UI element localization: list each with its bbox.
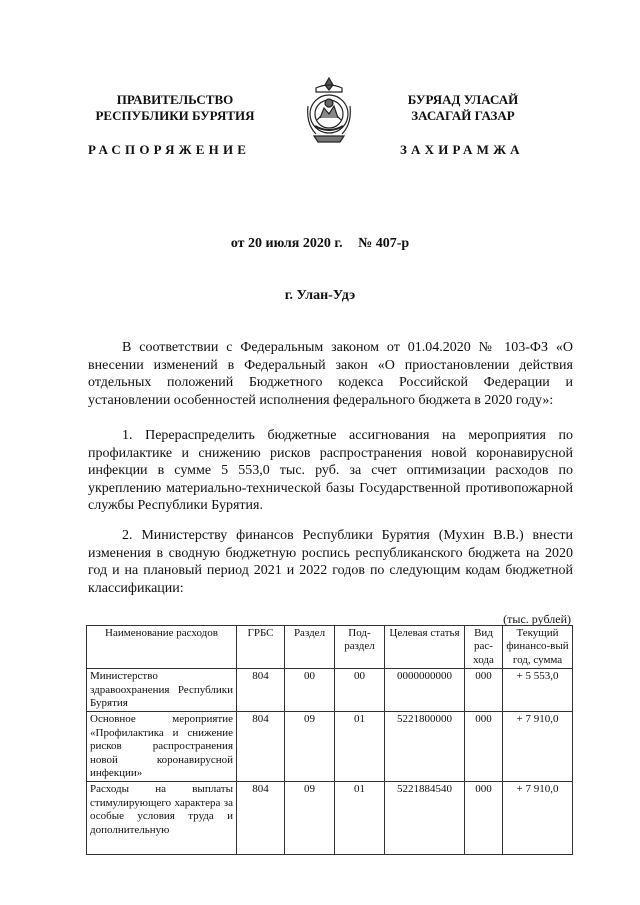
paragraph-item-1: 1. Перераспределить бюджетные ассигнования на мероприятия по профилактике и снижению рисков распространения новой коронавирусной инфекции в сумме 5 553,0 тыс. руб. за счет оптимизации расходов по укреплению материально-технической базы Государственной противопожарной службы Республики Бурятия. xyxy=(88,428,573,514)
cell-name xyxy=(87,782,237,855)
header-left xyxy=(75,92,275,124)
cell-grbs: 804 xyxy=(237,669,285,712)
cell-name: Министерство здравоохранения Республики Бурятия xyxy=(87,669,237,712)
cell-section: 09 xyxy=(285,712,335,782)
table-row xyxy=(87,669,573,712)
col-grbs-header: ГРБС xyxy=(237,626,285,669)
document-date-line xyxy=(0,236,640,252)
cell-name: Основное мероприятие «Профилактика и снижение рисков распространения новой коронавирусной инфекции» xyxy=(87,712,237,782)
cell-name-text: Расходы на выплаты стимулирующего характера за особые условия труда и дополнительную xyxy=(90,783,233,836)
paragraph-item-2: 2. Министерству финансов Республики Бурятия (Мухин В.В.) внести изменения в сводную бюджетную роспись республиканского бюджета на 2020 год и на плановый период 2021 и 2022 годов по следующим кодам бюджетной классификации: xyxy=(88,528,573,596)
republic-title: РЕСПУБЛИКИ БУРЯТИЯ xyxy=(95,108,255,123)
cell-amount: + 7 910,0 xyxy=(503,712,573,782)
paragraph-preamble: В соответствии с Федеральным законом от 01.04.2020 № 103-ФЗ «О внесении изменений в Федеральный закон «О приостановлении действия отдельных положений Бюджетного кодекса Российской Федерации и установлении особенностей исполнения федерального бюджета в 2020 году»: xyxy=(88,340,573,408)
government-title-buryat: БУРЯАД УЛАСАЙ xyxy=(407,92,519,107)
col-name-header: Наименование расходов xyxy=(87,626,237,669)
document-number: № 407-р xyxy=(358,236,410,251)
budget-table xyxy=(86,625,573,855)
government-title: ПРАВИТЕЛЬСТВО xyxy=(116,92,234,107)
cell-subsection: 00 xyxy=(335,669,385,712)
doc-type-buryat: ЗАХИРАМЖА xyxy=(400,142,524,157)
cell-type: 000 xyxy=(465,669,503,712)
cell-type: 000 xyxy=(465,712,503,782)
header-right xyxy=(363,92,563,124)
table-units: (тыс. рублей) xyxy=(503,612,571,626)
cell-section: 09 xyxy=(285,782,335,855)
cell-subsection: 01 xyxy=(335,782,385,855)
document-date: от 20 июля 2020 г. xyxy=(230,236,343,251)
cell-target: 0000000000 xyxy=(385,669,465,712)
cell-target: 5221800000 xyxy=(385,712,465,782)
table-row xyxy=(87,782,573,855)
table-header-row xyxy=(87,626,573,669)
cell-amount: + 5 553,0 xyxy=(503,669,573,712)
cell-grbs: 804 xyxy=(237,712,285,782)
republic-title-buryat: ЗАСАГАЙ ГАЗАР xyxy=(411,108,515,123)
cell-grbs: 804 xyxy=(237,782,285,855)
buryatia-coat-of-arms-icon xyxy=(302,76,356,146)
col-target-header: Целевая статья xyxy=(385,626,465,669)
cell-amount: + 7 910,0 xyxy=(503,782,573,855)
doc-type-russian: РАСПОРЯЖЕНИЕ xyxy=(88,142,251,157)
cell-target: 5221884540 xyxy=(385,782,465,855)
col-type-header: Вид рас-хода xyxy=(465,626,503,669)
cell-type: 000 xyxy=(465,782,503,855)
col-current-header: Текущий финансо-вый год, сумма xyxy=(503,626,573,669)
cell-subsection: 01 xyxy=(335,712,385,782)
table-row xyxy=(87,712,573,782)
col-section-header: Раздел xyxy=(285,626,335,669)
col-subsection-header: Под-раздел xyxy=(335,626,385,669)
cell-section: 00 xyxy=(285,669,335,712)
document-city: г. Улан-Удэ xyxy=(284,288,356,303)
